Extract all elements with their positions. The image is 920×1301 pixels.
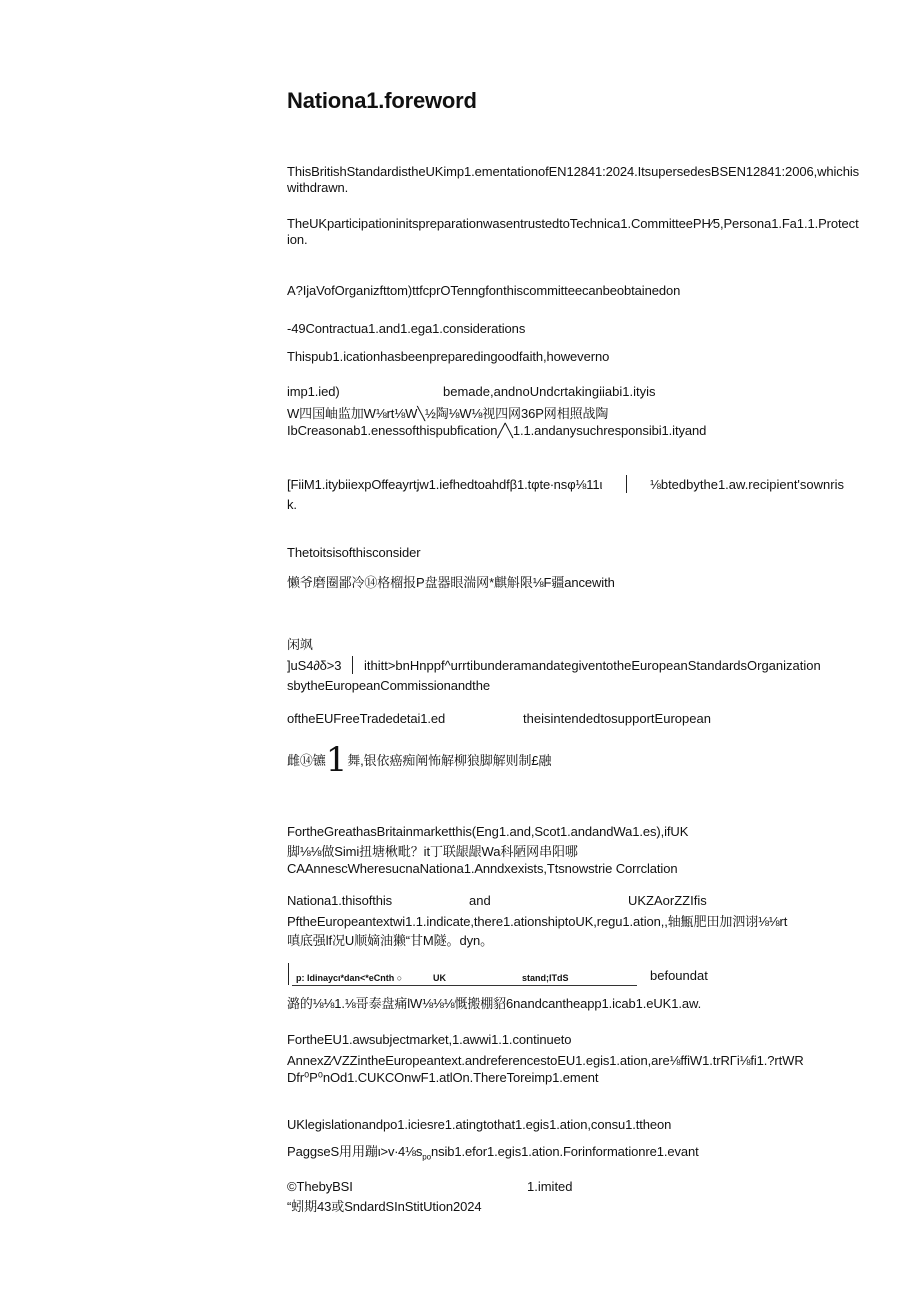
page-title: Nationa1.foreword — [287, 88, 477, 113]
text-recipient-risk: ⅛btedbythe1.aw.recipient'sownris — [650, 477, 844, 492]
text-annex-zz: AnnexZ∕VZZintheEuropeantext.andreferencestoEU1.egis1.ation,are⅛ffiW1.trRΓi⅛fi1.?rtWR — [287, 1053, 804, 1068]
text-uk-za: UKZAorZZIfis — [628, 893, 707, 908]
text-eu-law-market: FortheEU1.awsubjectmarket,1.awwi1.1.continueto — [287, 1032, 572, 1047]
text-european-commission: sbytheEuropeanCommissionandthe — [287, 678, 490, 693]
text-garbled-heading: 闲飒 — [287, 637, 313, 652]
text-found-at: befoundat — [650, 968, 708, 983]
text-garbled-accordance: 懒爷磨圈鄙冷⑭格榴报P盘器眼湍网*麒斛限⅛F疆ancewith — [287, 575, 615, 590]
text-and: and — [469, 893, 491, 908]
text-implied: imp1.ied) — [287, 384, 340, 399]
text-limited: 1.imited — [527, 1179, 573, 1194]
paragraph-supersedes: ThisBritishStandardistheUKimp1.ementationofEN12841:2024.ItsupersedesBSEN12841:2006,whichiswithdrawn. — [287, 164, 860, 195]
text-standards: stand;ITdS — [522, 973, 569, 983]
paragraph-good-faith: Thispub1.icationhasbeenpreparedingoodfaith,howeverno — [287, 349, 610, 364]
vertical-rule — [288, 963, 289, 985]
text-applicable-uk-law: 潞的⅛⅛1.⅛哥泰盘痛lW⅛⅛⅛慨搬棚貂6nandcantheapp1.icab1.eUK1.aw. — [287, 996, 702, 1011]
section-heading-considerations: -49Contractua1.and1.ega1.considerations — [287, 321, 526, 336]
text-responsible-legislation: PaggseS用用蹦$\iota>v\cdot 4\frac{1}{8}s_{po}nsib1.efor1.egis1.ation.Forinformationre1.evant$ — [287, 1144, 699, 1162]
text-national: Nationa1.thisofthis — [287, 893, 393, 908]
text-free-trade: oftheEUFreeTradedetai1.ed — [287, 711, 446, 726]
text-institution-year: “蚓期43或SndardSInStitUtion2024 — [287, 1199, 482, 1214]
text-liability: [FiiM1.itybiiexpOffeayrtjw1.iefhedtoahdfβ1.tφte∙nsφ⅛11ι — [287, 477, 603, 492]
text-mandate-code: ]uS4∂δ>3 — [287, 658, 342, 673]
text-consider: Thetoitsisofthisconsider — [287, 545, 421, 560]
text-uk-legislation: UKlegislationandpo1.iciesre1.atingtothat1.egis1.ation,consu1.ttheon — [287, 1117, 672, 1132]
paragraph-participation: TheUKparticipationinitspreparationwasentrustedtoTechnica1.CommitteePH⁄5,Persona1.Fa1.1.Protection. — [287, 216, 859, 247]
underline-rule — [292, 985, 637, 986]
vertical-rule — [626, 475, 627, 493]
text-mandate: ithitt>bnHnppf^urrtibunderamandategiventotheEuropeanStandardsOrganization — [364, 658, 821, 673]
text-national-annex: CAAnnescWheresucnaNationa1.Anndxexists,Ttsnowstrie Corrclation — [287, 861, 678, 876]
text-implement: Dfr⁰P⁰nOd1.CUKCOnwF1.atlOn.ThereToreimp1.ement — [287, 1070, 599, 1085]
text-garbled-line-2: 雌⑭镳1舞,银依癌痴阐怖解柳狼脚解则制£融 — [287, 740, 552, 780]
text-designated: p: Idinaycι*dan<*eCnth ○ — [296, 973, 403, 983]
text-garbled-line-3: 脚⅛⅛做Simi扭塘楸毗？it丁联龈龈Wa科陋网串阳哪 — [287, 844, 578, 859]
text-uk: UK — [433, 973, 446, 983]
text-undertaking: bemade,andnoUndcrtakingiiabi1.ityis — [443, 384, 656, 399]
paragraph-organizations: A?IjaVofOrganizfttom)ttfcprOTenngfonthiscommitteecanbeobtainedon — [287, 283, 681, 298]
vertical-rule — [352, 656, 353, 674]
text-great-britain-market: FortheGreathasBritainmarketthis(Eng1.and,Scot1.andandWa1.es),ifUK — [287, 824, 689, 839]
text-garbled-line-1: W四国岫监加W⅛rt⅛W╲½陶⅛W⅛视四网36P网相照战陶 — [287, 406, 609, 421]
text-support-european: theisintendedtosupportEuropean — [523, 711, 711, 726]
text-reasonableness: IbCreasonab1.enessofthispubfication╱╲1.1.andanysuchresponsibi1.ityand — [287, 423, 707, 438]
text-risk-end: k. — [287, 497, 297, 512]
text-garbled-line-4: 嗔底强lf况U顺嫡油獭“甘M隧。dyn。 — [287, 933, 494, 948]
text-copyright: ©ThebyBSI — [287, 1179, 353, 1194]
text-relationship-uk: PftheEuropeantextwi1.1.indicate,there1.ationshiptoUK,regu1.ation,,轴甒肥田加泗诩⅛⅛rt — [287, 914, 788, 929]
